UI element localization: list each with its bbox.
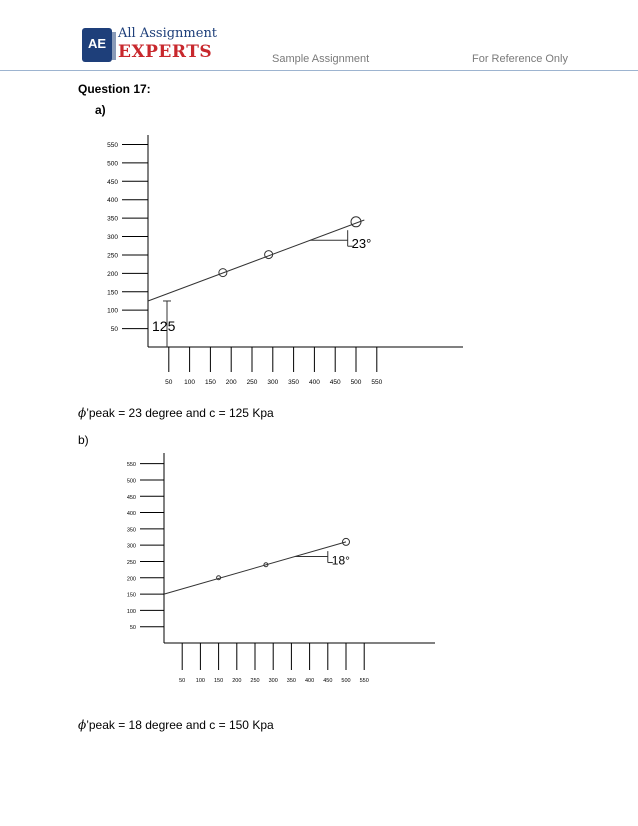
y-tick-label: 450	[126, 494, 136, 501]
question-title: Question 17:	[78, 82, 151, 96]
y-tick-label: 50	[110, 326, 118, 334]
x-tick-label: 50	[165, 379, 173, 386]
x-tick-label: 50	[179, 678, 186, 684]
y-tick-label: 50	[129, 625, 136, 632]
x-tick-label: 300	[267, 379, 279, 386]
x-tick-label: 350	[286, 678, 296, 684]
phi-symbol: ϕ	[78, 406, 87, 420]
y-tick-label: 500	[126, 478, 136, 485]
part-a-label: a)	[95, 103, 106, 117]
angle-label: 18°	[331, 553, 350, 568]
x-tick-label: 250	[250, 678, 260, 684]
y-tick-label: 100	[107, 307, 118, 315]
failure-envelope-line	[164, 542, 346, 594]
x-tick-label: 400	[305, 678, 315, 684]
x-tick-label: 150	[214, 678, 224, 684]
y-tick-label: 400	[126, 511, 136, 518]
x-tick-label: 100	[184, 379, 196, 386]
y-tick-label: 500	[107, 160, 118, 168]
x-tick-label: 200	[225, 379, 237, 386]
y-tick-label: 200	[126, 576, 136, 583]
y-tick-label: 550	[107, 141, 118, 149]
x-tick-label: 400	[308, 379, 320, 386]
y-tick-label: 550	[126, 462, 136, 469]
x-tick-label: 500	[350, 379, 362, 386]
y-tick-label: 100	[126, 608, 136, 615]
x-tick-label: 500	[341, 678, 351, 684]
logo-abbreviation: AE	[87, 36, 107, 51]
logo-name-top: All Assignment	[118, 26, 218, 41]
x-tick-label: 450	[323, 678, 333, 684]
x-tick-label: 200	[232, 678, 242, 684]
y-tick-label: 450	[107, 178, 118, 186]
angle-label: 23°	[351, 236, 372, 252]
y-tick-label: 150	[126, 592, 136, 599]
y-tick-label: 350	[107, 215, 118, 223]
y-tick-label: 250	[126, 559, 136, 566]
phi-symbol: ϕ	[78, 718, 87, 732]
x-tick-label: 300	[268, 678, 278, 684]
x-tick-label: 250	[246, 379, 258, 386]
part-b-result-text: ’peak = 18 degree and c = 150 Kpa	[86, 718, 274, 732]
x-tick-label: 150	[204, 379, 216, 386]
part-b-label: b)	[78, 433, 89, 447]
x-tick-label: 100	[195, 678, 205, 684]
y-tick-label: 250	[107, 252, 118, 260]
x-tick-label: 550	[371, 379, 383, 386]
header-reference-note: For Reference Only	[472, 53, 568, 65]
y-tick-label: 350	[126, 527, 136, 534]
intercept-label: 125	[152, 317, 176, 334]
x-tick-label: 450	[329, 379, 341, 386]
y-tick-label: 150	[107, 289, 118, 297]
x-tick-label: 350	[288, 379, 300, 386]
y-tick-label: 200	[107, 270, 118, 278]
y-tick-label: 300	[107, 234, 118, 242]
part-a-result-text: ’peak = 23 degree and c = 125 Kpa	[86, 406, 274, 420]
x-tick-label: 550	[359, 678, 369, 684]
logo-name-bottom: EXPERTS	[118, 42, 213, 62]
part-b-result	[78, 718, 274, 732]
y-tick-label: 300	[126, 543, 136, 550]
header-sample-assignment: Sample Assignment	[272, 53, 370, 65]
y-tick-label: 400	[107, 197, 118, 205]
